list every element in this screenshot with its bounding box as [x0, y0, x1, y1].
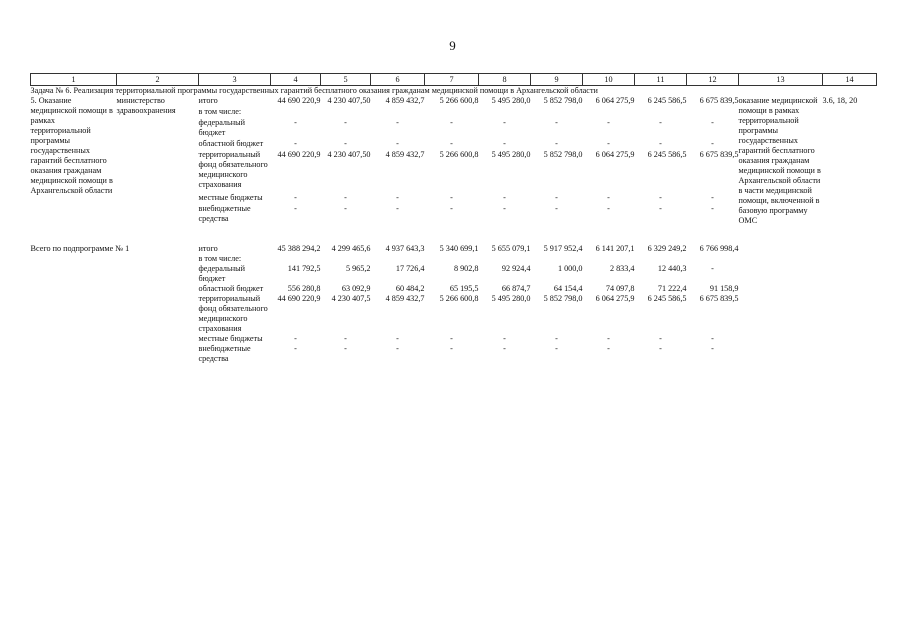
value-cell: -: [396, 334, 399, 343]
value-cell: -: [450, 204, 453, 214]
value-cell: -: [711, 344, 714, 353]
value-cell: -: [503, 117, 506, 127]
col-header: 13: [739, 74, 823, 86]
indicator-refs: 3.6, 18, 20: [822, 96, 858, 105]
value-cell: -: [659, 204, 662, 214]
value-cell: 1 000,0: [557, 264, 583, 273]
value-cell: 4 230 407,5: [331, 294, 371, 303]
value-cell: -: [503, 334, 506, 343]
value-cell: 4 859 432,7: [385, 96, 425, 105]
value-cell: -: [396, 204, 399, 214]
col-header: 10: [583, 74, 635, 86]
value-cell: 5 917 952,4: [543, 244, 583, 253]
value-cell: 45 388 294,2: [277, 244, 321, 253]
value-cell: 141 792,5: [287, 264, 321, 273]
value-cell: -: [555, 139, 558, 149]
value-cell: 6 245 586,5: [647, 294, 687, 303]
value-cell: -: [711, 334, 714, 343]
value-cell: -: [555, 344, 558, 353]
value-cell: 5 340 699,1: [439, 244, 479, 253]
col-header: 11: [635, 74, 687, 86]
value-cell: -: [450, 344, 453, 353]
value-cell: 6 064 275,9: [595, 294, 635, 303]
value-cell: 6 675 839,5: [699, 150, 739, 160]
value-cell: -: [607, 117, 610, 127]
block2-body: [31, 244, 877, 364]
source-label: местные бюджеты: [198, 193, 263, 203]
source-label: территориальный фонд обязательного медицинского страхования: [198, 150, 268, 190]
value-cell: 5 852 798,0: [543, 294, 583, 303]
col-header: 1: [31, 74, 117, 86]
source-label: итого: [198, 96, 218, 105]
value-cell: -: [396, 117, 399, 127]
source-label: областной бюджет: [198, 284, 264, 293]
value-cell: 4 299 465,6: [331, 244, 371, 253]
value-cell: 71 222,4: [657, 284, 687, 293]
value-cell: 556 280,8: [287, 284, 321, 293]
value-cell: -: [503, 139, 506, 149]
value-cell: 64 154,4: [553, 284, 583, 293]
value-cell: 12 440,3: [657, 264, 687, 273]
value-cell: -: [659, 117, 662, 127]
source-label: территориальный фонд обязательного медицинского страхования: [198, 294, 268, 333]
value-cell: 5 266 600,8: [439, 96, 479, 105]
col-header: 8: [479, 74, 531, 86]
value-cell: -: [450, 139, 453, 149]
col-header: 12: [687, 74, 739, 86]
value-cell: -: [607, 204, 610, 214]
source-label: федеральный бюджет: [198, 117, 246, 137]
value-cell: -: [294, 193, 297, 203]
value-cell: -: [396, 139, 399, 149]
value-cell: 4 230 407,50: [327, 96, 371, 105]
column-number-row: [31, 74, 877, 86]
value-cell: 91 158,9: [709, 284, 739, 293]
value-cell: 4 937 643,3: [385, 244, 425, 253]
col-header: 7: [425, 74, 479, 86]
measure-name: 5. Оказание медицинской помощи в рамках территориальной программы государственных гарантий бесплатного оказания гражданам медицинской помощи в Архангельской области: [30, 96, 113, 195]
value-cell: 6 329 249,2: [647, 244, 687, 253]
block1-body: [31, 86, 877, 245]
source-label: местные бюджеты: [198, 334, 263, 343]
value-cell: -: [344, 193, 347, 203]
value-cell: 6 675 839,5: [699, 96, 739, 105]
value-cell: -: [711, 204, 714, 214]
col-header: 4: [271, 74, 321, 86]
value-cell: -: [659, 139, 662, 149]
value-cell: 4 230 407,50: [327, 150, 371, 160]
source-label: федеральный бюджет: [198, 264, 246, 283]
value-cell: 6 766 998,4: [699, 244, 739, 253]
value-cell: 92 924,4: [501, 264, 531, 273]
value-cell: -: [503, 204, 506, 214]
value-cell: -: [344, 334, 347, 343]
value-cell: -: [294, 344, 297, 353]
value-cell: 4 859 432,7: [385, 294, 425, 303]
value-cell: 5 266 600,8: [439, 294, 479, 303]
value-cell: 17 726,4: [395, 264, 425, 273]
value-cell: 66 874,7: [501, 284, 531, 293]
value-cell: -: [503, 193, 506, 203]
value-cell: 5 655 079,1: [491, 244, 531, 253]
value-cell: 65 195,5: [449, 284, 479, 293]
table-row: [31, 96, 877, 107]
value-cell: 6 245 586,5: [647, 96, 687, 105]
col-header: 5: [321, 74, 371, 86]
value-cell: -: [607, 344, 610, 353]
col-header: 3: [199, 74, 271, 86]
value-cell: -: [294, 334, 297, 343]
value-cell: 74 097,8: [605, 284, 635, 293]
value-cell: -: [344, 344, 347, 353]
table-row: [31, 244, 877, 254]
expected-result: оказание медицинской помощи в рамках территориальной программы государственных гарантий бесплатного оказания гражданам медицинской помощи в Архангельской области в части медицинской помощи, включенной в базовую программу ОМС: [738, 96, 821, 225]
value-cell: -: [555, 193, 558, 203]
value-cell: -: [344, 139, 347, 149]
value-cell: 5 495 280,0: [491, 294, 531, 303]
page-number: 9: [449, 38, 456, 53]
value-cell: 44 690 220,9: [277, 96, 321, 105]
col-header: 9: [531, 74, 583, 86]
source-label: в том числе:: [198, 106, 242, 116]
value-cell: 60 484,2: [395, 284, 425, 293]
value-cell: 44 690 220,9: [277, 150, 321, 160]
value-cell: -: [607, 139, 610, 149]
value-cell: -: [344, 117, 347, 127]
value-cell: -: [396, 193, 399, 203]
value-cell: -: [607, 193, 610, 203]
value-cell: -: [450, 117, 453, 127]
value-cell: -: [294, 117, 297, 127]
value-cell: 6 141 207,1: [595, 244, 635, 253]
value-cell: 6 675 839,5: [699, 294, 739, 303]
value-cell: 5 495 280,0: [491, 96, 531, 105]
value-cell: 2 833,4: [609, 264, 635, 273]
value-cell: -: [659, 334, 662, 343]
value-cell: -: [294, 204, 297, 214]
value-cell: -: [503, 344, 506, 353]
col-header: 6: [371, 74, 425, 86]
value-cell: 6 245 586,5: [647, 150, 687, 160]
value-cell: 5 852 798,0: [543, 96, 583, 105]
value-cell: 5 852 798,0: [543, 150, 583, 160]
value-cell: 5 965,2: [345, 264, 371, 273]
value-cell: 63 092,9: [341, 284, 371, 293]
value-cell: -: [450, 334, 453, 343]
value-cell: -: [344, 204, 347, 214]
value-cell: -: [711, 139, 714, 149]
value-cell: 6 064 275,9: [595, 96, 635, 105]
program-table: [30, 73, 877, 364]
task-row: [31, 86, 877, 97]
col-header: 14: [823, 74, 877, 86]
value-cell: 5 266 600,8: [439, 150, 479, 160]
executor: министерство здравоохранения: [116, 96, 176, 115]
value-cell: -: [711, 193, 714, 203]
source-label: внебюджетные средства: [198, 204, 251, 224]
value-cell: 44 690 220,9: [277, 294, 321, 303]
value-cell: -: [294, 139, 297, 149]
value-cell: -: [555, 117, 558, 127]
value-cell: -: [450, 193, 453, 203]
value-cell: -: [555, 204, 558, 214]
value-cell: 6 064 275,9: [595, 150, 635, 160]
value-cell: -: [555, 334, 558, 343]
value-cell: 5 495 280,0: [491, 150, 531, 160]
value-cell: -: [659, 193, 662, 203]
value-cell: 4 859 432,7: [385, 150, 425, 160]
value-cell: -: [711, 117, 714, 127]
task-title: Задача № 6. Реализация территориальной программы государственных гарантий бесплатного оказания гражданам медицинской помощи в Архангельской области: [30, 86, 598, 95]
source-label: в том числе:: [198, 254, 242, 263]
source-label: областной бюджет: [198, 139, 264, 149]
value-cell: -: [607, 334, 610, 343]
col-header: 2: [117, 74, 199, 86]
value-cell: -: [659, 344, 662, 353]
spacer-row: [31, 226, 877, 244]
value-cell: -: [396, 344, 399, 353]
value-cell: -: [711, 264, 714, 273]
value-cell: 8 902,8: [453, 264, 479, 273]
subprogram-total-label: Всего по подпрограмме № 1: [30, 244, 130, 253]
source-label: внебюджетные средства: [198, 344, 251, 363]
source-label: итого: [198, 244, 218, 253]
